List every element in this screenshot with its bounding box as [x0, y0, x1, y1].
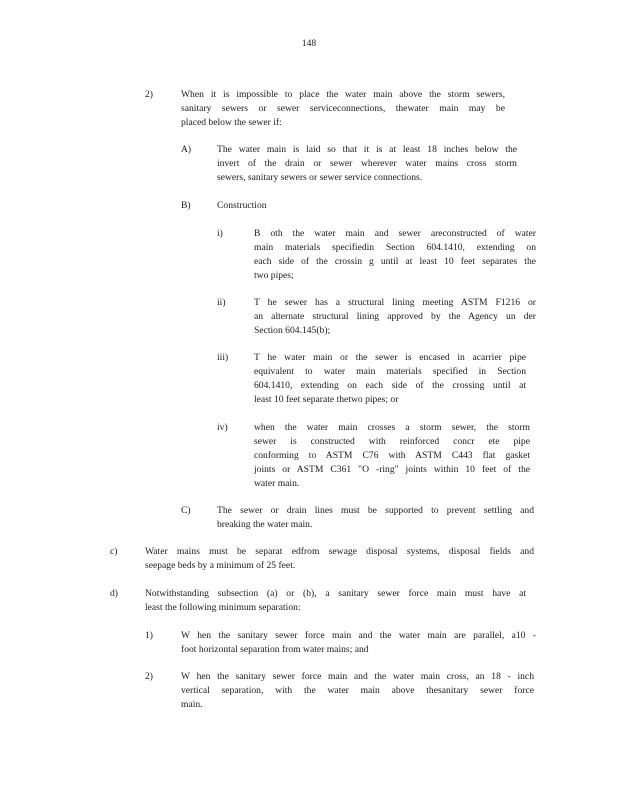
- text-line: sanitary sewers or sewer serviceconnections, thewater main may be: [181, 103, 505, 114]
- text-line: W hen the sanitary sewer force main and the water main are parallel, a10 -: [181, 630, 536, 641]
- text-line: seepage beds by a minimum of 25 feet.: [145, 560, 296, 571]
- item-label: 2): [145, 89, 153, 100]
- item-text: [145, 587, 526, 615]
- text-line: foot horizontal separation from water mains; and: [181, 644, 369, 655]
- text-line: B oth the water main and sewer areconstructed of water: [254, 228, 536, 239]
- text-line: each side of the crossin g until at least 10 feet separates the: [254, 256, 536, 267]
- item-text: [181, 629, 536, 657]
- item-label: i): [217, 228, 223, 239]
- text-line: invert of the drain or sewer wherever water mains cross storm: [217, 158, 517, 169]
- item-text: [217, 143, 517, 185]
- text-line: main materials specifiedin Section 604.1410, extending on: [254, 242, 536, 253]
- item-label: C): [181, 505, 191, 516]
- text-line: vertical separation, with the water main above thesanitary sewer force: [181, 685, 534, 696]
- item-text: [254, 351, 526, 407]
- text-line: T he sewer has a structural lining meeting ASTM F1216 or: [254, 297, 536, 308]
- page-number: 148: [301, 38, 317, 49]
- text-line: Water mains must be separat edfrom sewage disposal systems, disposal fields and: [145, 546, 534, 557]
- text-line: When it is impossible to place the water main above the storm sewers,: [181, 89, 505, 100]
- item-label: iv): [217, 422, 228, 433]
- text-line: The sewer or drain lines must be supported to prevent settling and: [217, 505, 534, 516]
- item-text: [254, 421, 530, 491]
- item-text: [254, 227, 536, 283]
- text-line: breaking the water main.: [217, 519, 313, 530]
- text-line: 604.1410, extending on each side of the crossing until at: [254, 380, 526, 391]
- item-label: 2): [145, 671, 153, 682]
- text-line: two pipes;: [254, 270, 294, 281]
- text-line: an alternate structural lining approved by the Agency un der: [254, 311, 536, 322]
- item-label: 1): [145, 630, 153, 641]
- text-line: equivalent to water main materials specified in Section: [254, 366, 526, 377]
- text-line: placed below the sewer if:: [181, 117, 282, 128]
- item-label: A): [181, 144, 192, 155]
- item-text: [217, 199, 517, 213]
- text-line: sewer is constructed with reinforced concr ete pipe: [254, 436, 530, 447]
- item-text: [145, 545, 534, 573]
- text-line: joints or ASTM C361 "O -ring" joints within 10 feet of the: [254, 464, 530, 475]
- item-text: [254, 296, 536, 338]
- item-label: ii): [217, 297, 226, 308]
- text-line: sewers, sanitary sewers or sewer service connections.: [217, 172, 423, 183]
- text-line: main.: [181, 699, 203, 710]
- item-label: d): [110, 588, 118, 599]
- text-line: Notwithstanding subsection (a) or (b), a sanitary sewer force main must have at: [145, 588, 526, 599]
- text-line: Section 604.145(b);: [254, 325, 331, 336]
- text-line: conforming to ASTM C76 with ASTM C443 flat gasket: [254, 450, 530, 461]
- text-line: The water main is laid so that it is at least 18 inches below the: [217, 144, 517, 155]
- text-line: Construction: [217, 200, 267, 211]
- item-text: [181, 670, 534, 712]
- text-line: least the following minimum separation:: [145, 602, 301, 613]
- text-line: W hen the sanitary sewer force main and the water main cross, an 18 - inch: [181, 671, 534, 682]
- item-label: iii): [217, 352, 229, 363]
- text-line: T he water main or the sewer is encased in acarrier pipe: [254, 352, 526, 363]
- text-line: least 10 feet separate thetwo pipes; or: [254, 394, 399, 405]
- item-text: [217, 504, 534, 532]
- text-line: water main.: [254, 478, 300, 489]
- text-line: when the water main crosses a storm sewer, the storm: [254, 422, 530, 433]
- item-text: [181, 88, 505, 130]
- item-label: c): [110, 546, 118, 557]
- item-label: B): [181, 200, 191, 211]
